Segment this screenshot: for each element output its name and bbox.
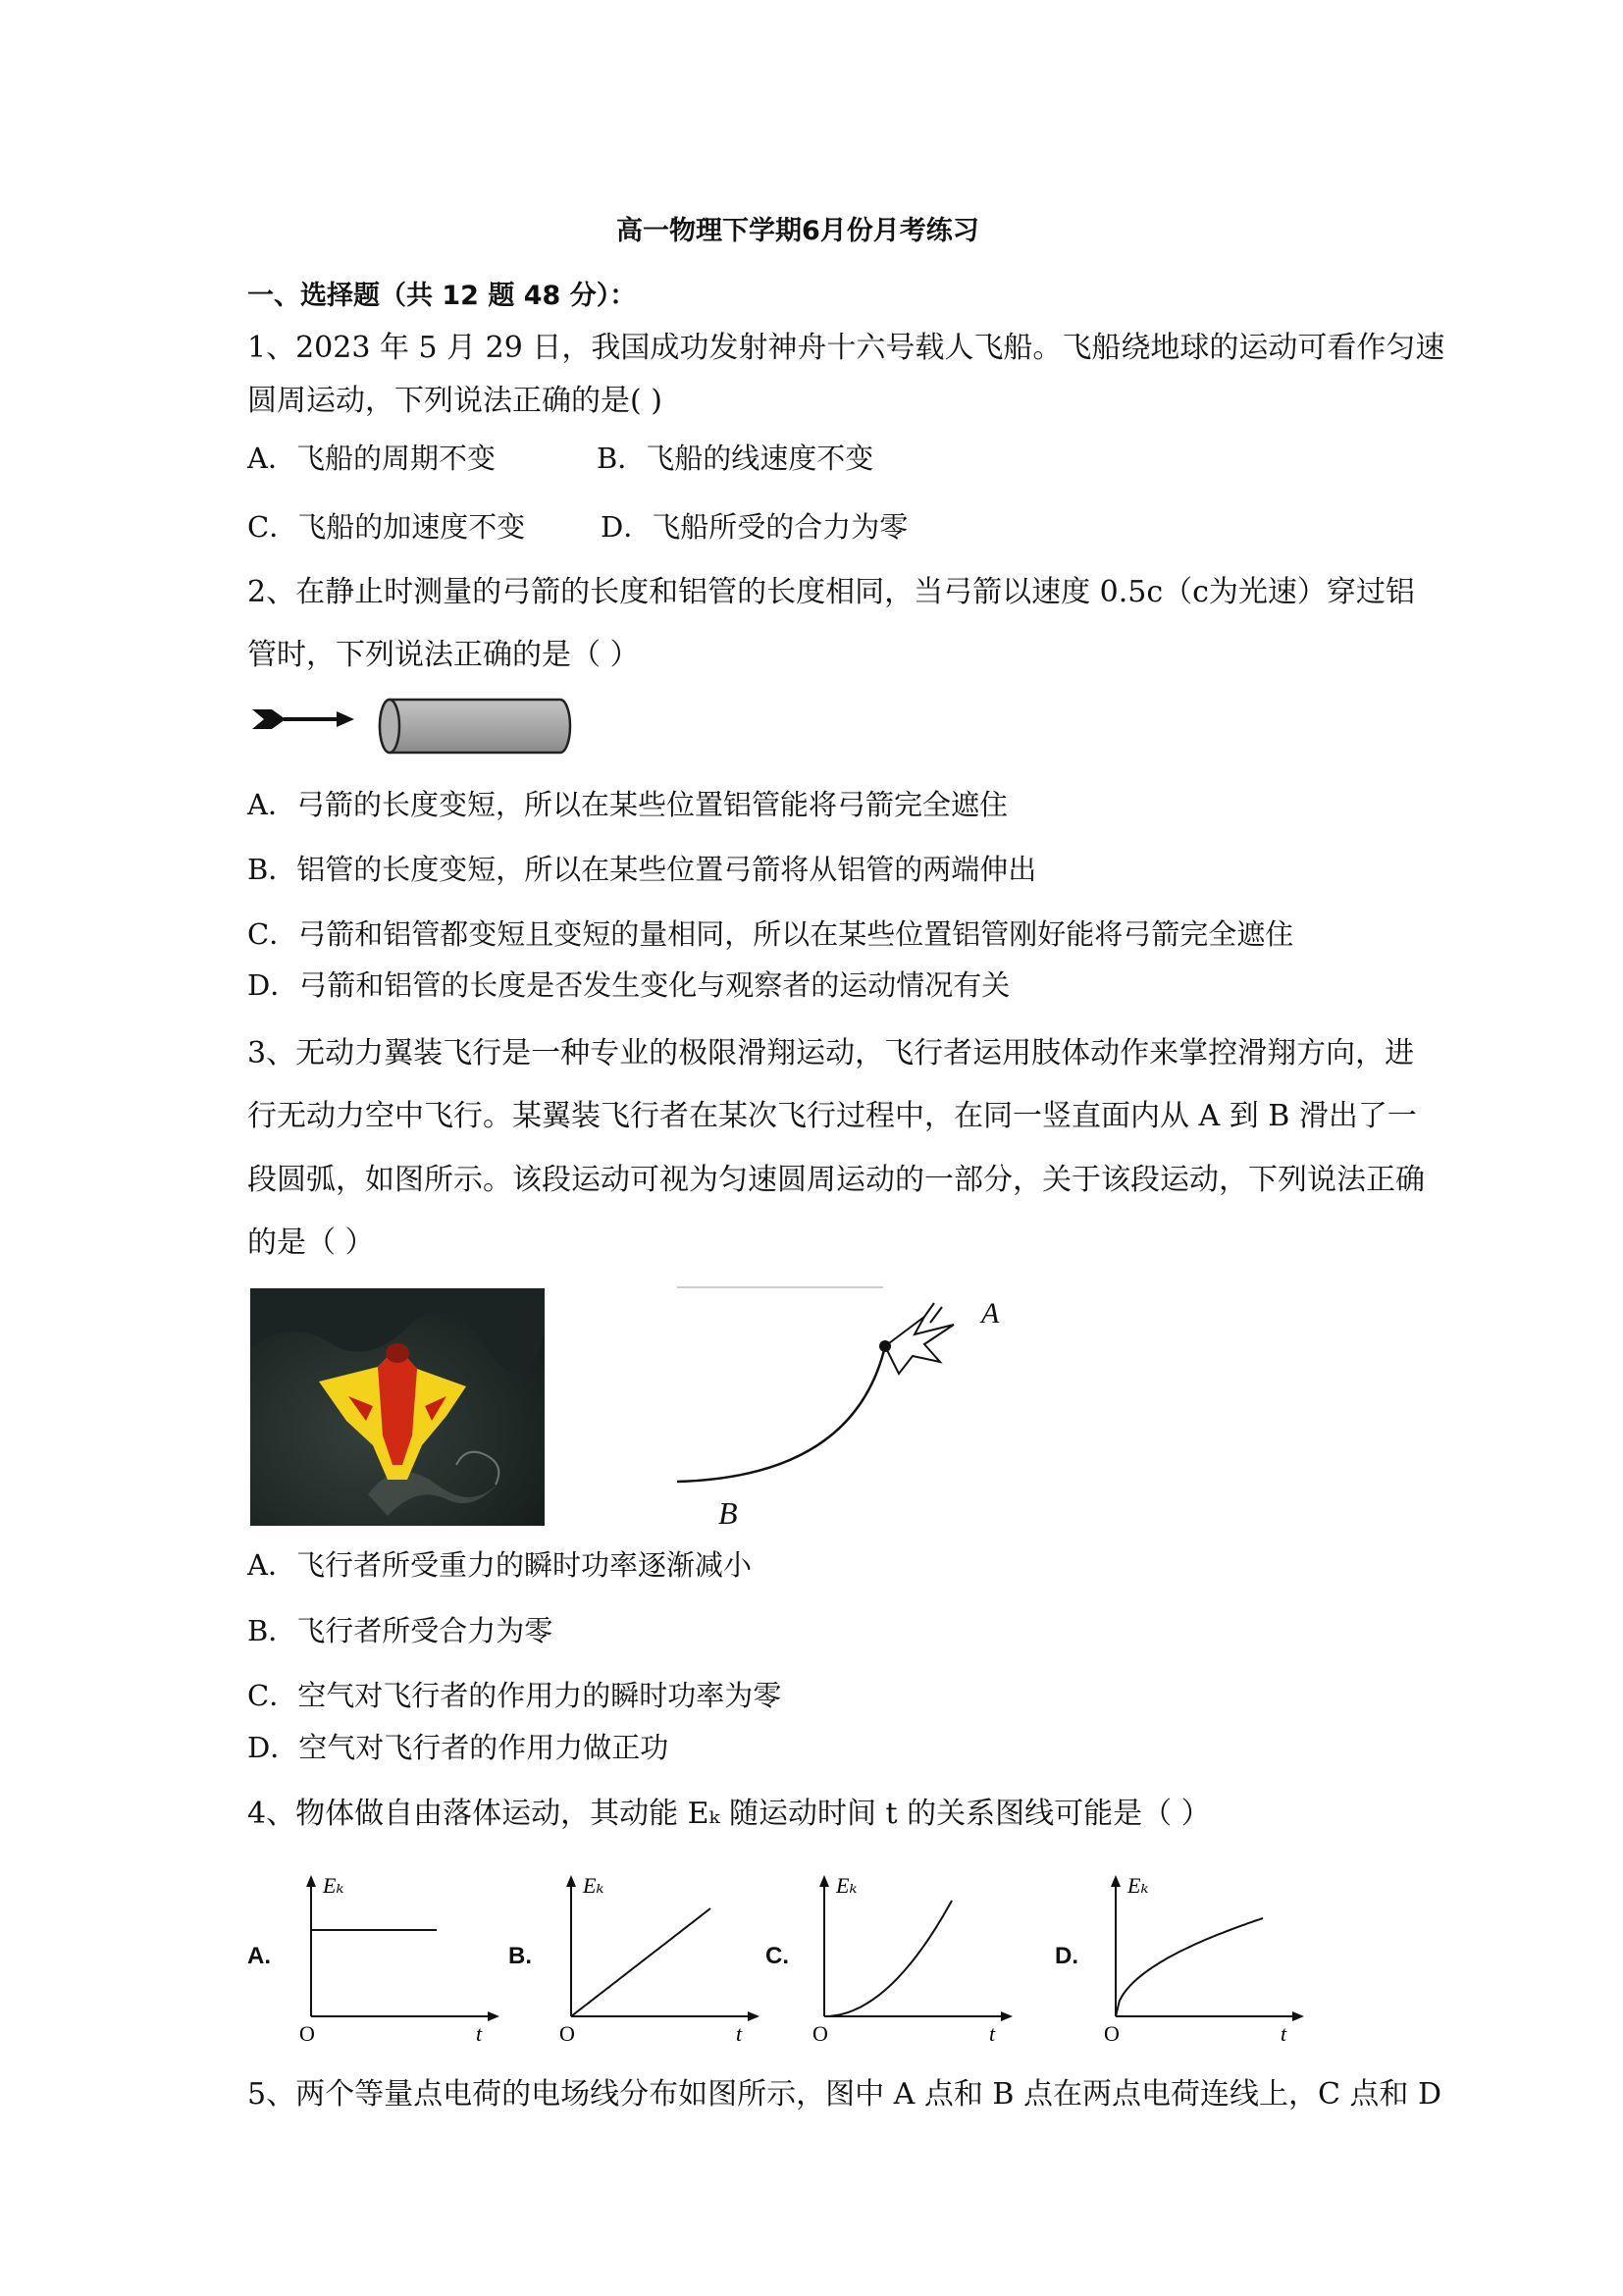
y-label: Eₖ (836, 1873, 858, 1898)
q1-option-c: C．飞船的加速度不变 (247, 510, 526, 544)
q1-option-a: A．飞船的周期不变 (247, 442, 496, 475)
q3-stem-line2: 行无动力空中飞行。某翼装飞行者在某次飞行过程中，在同一竖直面内从 A 到 B 滑出了一 (247, 1099, 1417, 1133)
arc-trajectory-diagram (667, 1276, 1021, 1540)
q4-stem: 4、物体做自由落体运动，其动能 Eₖ 随运动时间 t 的关系图线可能是（ ） (247, 1797, 1211, 1831)
graph-c-label: C. (765, 1943, 789, 1969)
q2-stem-line1: 2、在静止时测量的弓箭的长度和铝管的长度相同，当弓箭以速度 0.5c（c为光速）穿过铝 (247, 575, 1415, 609)
q1-option-d: D．飞船所受的合力为零 (601, 510, 909, 544)
ek-curve (824, 1901, 952, 2016)
point-a-dot (879, 1340, 891, 1352)
graph-a-label: A. (247, 1943, 271, 1969)
label-a: A (981, 1297, 1000, 1330)
graph-d-label: D. (1055, 1943, 1078, 1969)
x-label: t (1281, 2021, 1287, 2046)
q3-stem-line3: 段圆弧，如图所示。该段运动可视为匀速圆周运动的一部分，关于该段运动，下列说法正确 (247, 1163, 1425, 1197)
origin-label: O (812, 2021, 828, 2046)
label-b: B (718, 1495, 738, 1531)
graph-b (550, 1869, 765, 2046)
arrow-and-tube-figure (250, 692, 574, 760)
x-label: t (476, 2021, 483, 2046)
graph-a (289, 1869, 505, 2046)
q3-option-c: C．空气对飞行者的作用力的瞬时功率为零 (247, 1679, 782, 1712)
flyer-silhouette-icon (885, 1303, 954, 1374)
origin-label: O (1104, 2021, 1120, 2046)
origin-label: O (299, 2021, 315, 2046)
q1-stem-line1: 1、2023 年 5 月 29 日，我国成功发射神舟十六号载人飞船。飞船绕地球的运动可看作匀速 (247, 331, 1445, 365)
q3-option-a: A．飞行者所受重力的瞬时功率逐渐减小 (247, 1548, 752, 1582)
q2-stem-line2: 管时，下列说法正确的是（ ） (247, 638, 640, 672)
ek-curve (1116, 1918, 1263, 2016)
q3-stem-line1: 3、无动力翼装飞行是一种专业的极限滑翔运动，飞行者运用肢体动作来掌控滑翔方向，进 (247, 1036, 1415, 1070)
q2-option-b: B．铝管的长度变短，所以在某些位置弓箭将从铝管的两端伸出 (247, 853, 1037, 886)
origin-label: O (559, 2021, 575, 2046)
aluminum-tube-icon (380, 700, 570, 753)
arrow-icon (252, 709, 354, 729)
arc-path (677, 1346, 885, 1482)
page-title: 高一物理下学期6月份月考练习 (616, 216, 979, 246)
x-label: t (989, 2021, 996, 2046)
q2-option-c: C．弓箭和铝管都变短且变短的量相同，所以在某些位置铝管刚好能将弓箭完全遮住 (247, 917, 1294, 951)
graph-c (803, 1869, 1019, 2046)
q3-option-b: B．飞行者所受合力为零 (247, 1614, 553, 1647)
q2-option-a: A．弓箭的长度变短，所以在某些位置铝管能将弓箭完全遮住 (247, 788, 1008, 821)
wingsuit-photo (250, 1288, 545, 1526)
q3-option-d: D．空气对飞行者的作用力做正功 (247, 1731, 669, 1764)
x-label: t (736, 2021, 743, 2046)
y-label: Eₖ (323, 1873, 344, 1898)
y-label: Eₖ (583, 1873, 604, 1898)
q5-stem-line1: 5、两个等量点电荷的电场线分布如图所示，图中 A 点和 B 点在两点电荷连线上，C 点和 D (247, 2077, 1442, 2112)
graph-b-label: B. (508, 1943, 532, 1969)
q1-stem-line2: 圆周运动，下列说法正确的是( ) (247, 384, 662, 418)
q2-option-d: D．弓箭和铝管的长度是否发生变化与观察者的运动情况有关 (247, 968, 1011, 1002)
q3-stem-line4: 的是（ ） (247, 1226, 375, 1260)
y-label: Eₖ (1127, 1873, 1149, 1898)
graph-d (1094, 1869, 1310, 2046)
section-heading: 一、选择题（共 12 题 48 分）： (247, 281, 637, 311)
q1-option-b: B．飞船的线速度不变 (597, 442, 874, 475)
ek-curve (571, 1908, 710, 2016)
